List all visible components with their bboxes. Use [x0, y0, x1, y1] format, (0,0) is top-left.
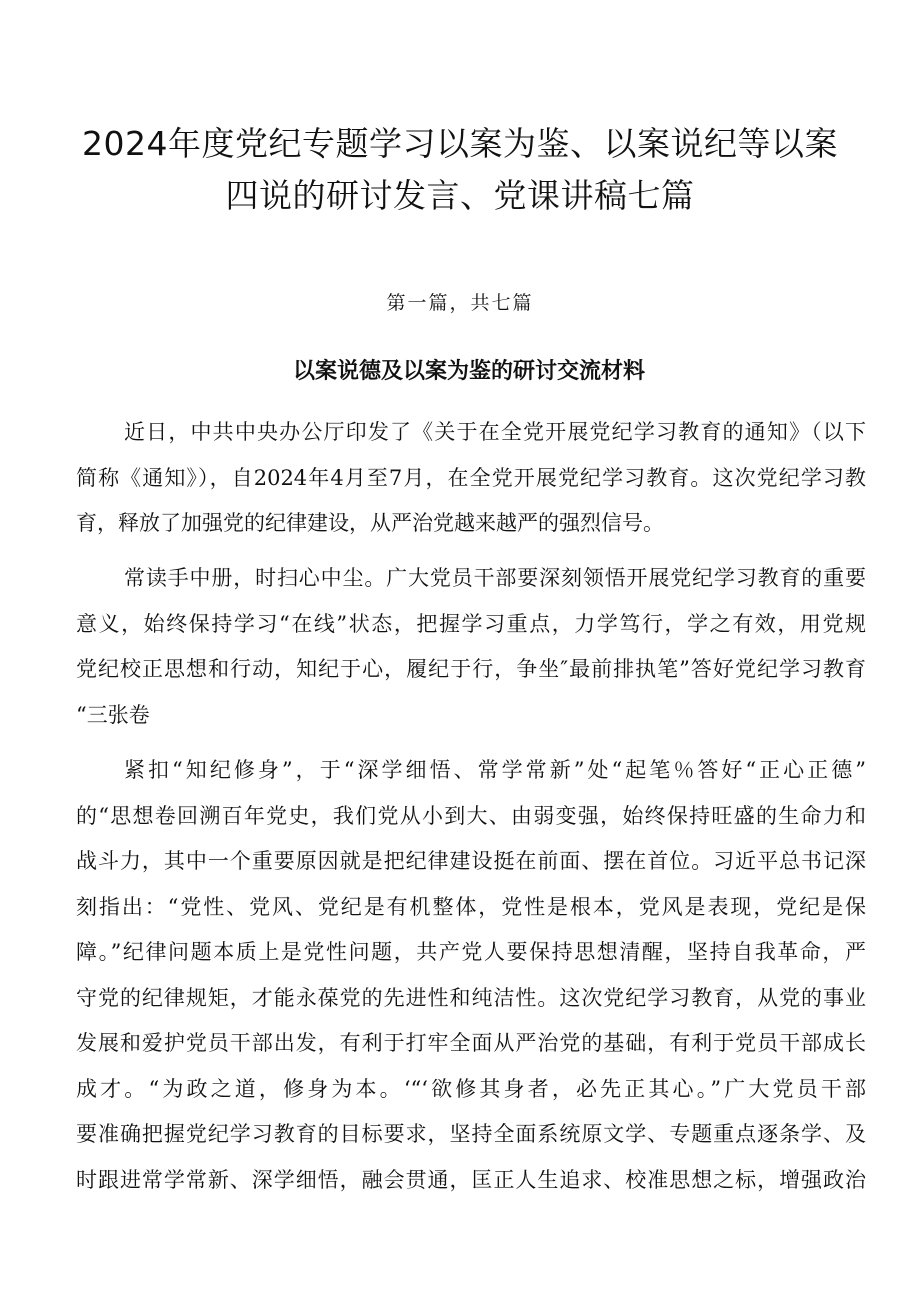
paragraph-line: 战斗力，其中一个重要原因就是把纪律建设挺在前面、摆在首位。习近平总书记深 — [76, 849, 866, 873]
paragraph-line: 近日，中共中央办公厅印发了《关于在全党开展党纪学习教育的通知》（以下 — [124, 420, 866, 444]
paragraph-line: “三张卷 — [76, 702, 150, 727]
document-title-line-2: 四说的研讨发言、党课讲稿七篇 — [225, 176, 695, 215]
paragraph-line: 时跟进常学常新、深学细悟，融会贯通，匡正人生追求、校准思想之标，增强政治 — [76, 1167, 866, 1192]
paragraph-line: 党纪校正思想和行动，知纪于心，履纪于行，争坐″最前排执笔”答好党纪学习教育 — [76, 657, 866, 681]
paragraph-line: 常读手中册，时扫心中尘。广大党员干部要深刻领悟开展党纪学习教育的重要 — [124, 566, 866, 590]
paragraph-line: 简称《通知》），自2024年4月至7月，在全党开展党纪学习教育。这次党纪学习教 — [76, 465, 866, 490]
document-title-line-1: 2024年度党纪专题学习以案为鉴、以案说纪等以案 — [82, 124, 838, 163]
part-label: 第一篇，共七篇 — [386, 292, 534, 314]
paragraph-2 — [76, 556, 866, 738]
paragraph-line: 发展和爱护党员干部出发，有利于打牢全面从严治党的基础，有利于党员干部成长 — [76, 1031, 866, 1055]
document-title — [60, 118, 860, 222]
paragraph-3 — [76, 748, 866, 1203]
paragraph-line: 要准确把握党纪学习教育的目标要求，坚持全面系统原文学、专题重点逐条学、及 — [76, 1122, 866, 1146]
paragraph-line: 育，释放了加强党的纪律建设，从严治党越来越严的强烈信号。 — [76, 511, 664, 535]
paragraph-1 — [76, 410, 866, 547]
paragraph-line: 障。”纪律问题本质上是党性问题，共产党人要保持思想清醒，坚持自我革命，严 — [76, 940, 866, 964]
paragraph-line: 的“思想卷回溯百年党史，我们党从小到大、由弱变强，始终保持旺盛的生命力和 — [76, 803, 866, 828]
paragraph-line: 守党的纪律规矩，才能永葆党的先进性和纯洁性。这次党纪学习教育，从党的事业 — [76, 985, 866, 1010]
paragraph-line: 成才。“为政之道，修身为本。‘“‘欲修其身者，必先正其心。”广大党员干部 — [76, 1076, 866, 1101]
paragraph-line: 紧扣“知纪修身”，于“深学细悟、常学常新”处“起笔％答好“正心正德” — [124, 758, 866, 782]
section-heading: 以案说德及以案为鉴的研讨交流材料 — [292, 359, 645, 384]
paragraph-line: 刻指出：“党性、党风、党纪是有机整体，党性是根本，党风是表现，党纪是保 — [76, 894, 866, 919]
paragraph-line: 意义，始终保持学习“在线”状态，把握学习重点，力学笃行，学之有效，用党规 — [76, 611, 866, 636]
